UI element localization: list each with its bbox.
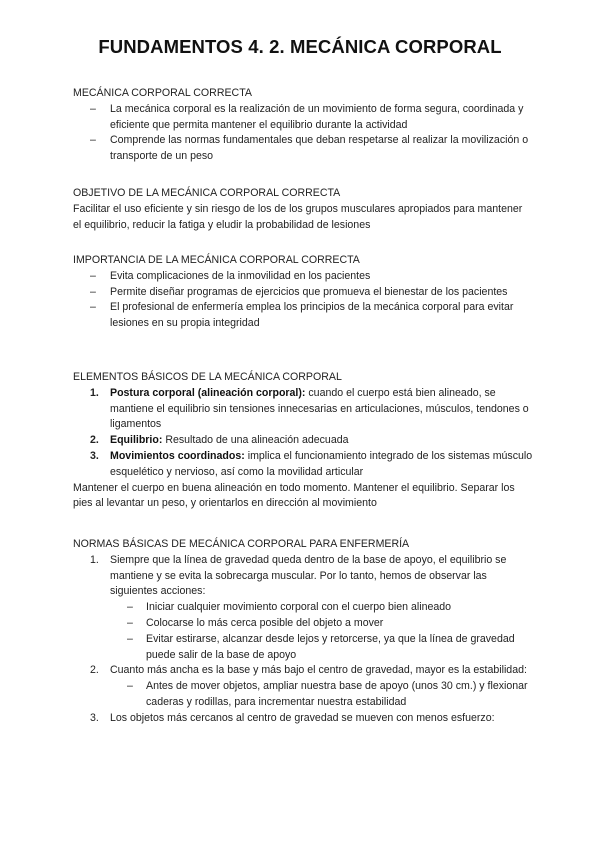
paragraph: Mantener el cuerpo en buena alineación en todo momento. Mantener el equilibrio. Separar los pies al levantar un peso, y orientarlos en dirección al movimiento — [73, 481, 515, 510]
list-item: 3. Movimientos coordinados: implica el funcionamiento integrado de los sistemas músculo esquelético y nervioso, así como la movilidad articular — [90, 449, 533, 478]
sub-list-item: – Antes de mover objetos, ampliar nuestra base de apoyo (unos 30 cm.) y flexionar caderas y rodillas, para incrementar nuestra estabilidad — [127, 680, 528, 708]
list-item: 3. Los objetos más cercanos al centro de gravedad se mueven con menos esfuerzo: — [90, 711, 495, 724]
list-item: 2. Cuanto más ancha es la base y más bajo el centro de gravedad, mayor es la estabilidad: – Antes de mover objetos, ampliar nuestra base de apoyo (unos 30 cm.) y flexionar caderas y rodillas, para incrementar nuestra estabilidad — [73, 663, 533, 710]
list-item: 1. Postura corporal (alineación corporal): cuando el cuerpo está bien alineado, se mantiene el equilibrio sin tensiones innecesarias en articulaciones, músculos, tendones o ligamentos — [90, 386, 529, 431]
bullet-list — [73, 269, 533, 332]
section-heading: OBJETIVO DE LA MECÁNICA CORPORAL CORRECTA — [73, 187, 341, 199]
sub-list — [110, 679, 533, 711]
section-objetivo — [73, 186, 533, 233]
page-title: FUNDAMENTOS 4. 2. MECÁNICA CORPORAL — [98, 36, 502, 57]
sub-list — [110, 600, 533, 663]
list-item: 2. Equilibrio: Resultado de una alineación adecuada — [90, 434, 349, 447]
list-item: – La mecánica corporal es la realización de un movimiento de forma segura, coordinada y eficiente que permita mantener el equilibrio durante la actividad — [90, 102, 524, 131]
section-normas-basicas — [73, 537, 533, 727]
section-importancia — [73, 253, 533, 332]
numbered-list — [73, 386, 533, 481]
section-heading: IMPORTANCIA DE LA MECÁNICA CORPORAL CORRECTA — [73, 254, 360, 266]
section-heading: NORMAS BÁSICAS DE MECÁNICA CORPORAL PARA ENFERMERÍA — [73, 538, 410, 550]
list-item: – Permite diseñar programas de ejercicios que promueva el bienestar de los pacientes — [90, 285, 508, 298]
numbered-list — [73, 553, 533, 727]
sub-list-item: – Evitar estirarse, alcanzar desde lejos y retorcerse, ya que la línea de gravedad puede salir de la base de apoyo — [127, 632, 515, 661]
section-elementos-basicos — [73, 370, 533, 512]
section-mecanica-correcta — [73, 86, 533, 165]
section-heading: MECÁNICA CORPORAL CORRECTA — [73, 87, 252, 99]
list-item: – Comprende las normas fundamentales que deban respetarse al realizar la movilización o transporte de un peso — [90, 134, 529, 163]
sub-list-item: – Colocarse lo más cerca posible del objeto a mover — [127, 616, 384, 629]
list-item: – El profesional de enfermería emplea los principios de la mecánica corporal para evitar lesiones en su propia integridad — [90, 301, 514, 330]
list-item: 1. Siempre que la línea de gravedad queda dentro de la base de apoyo, el equilibrio se mantiene y se evita la sobrecarga muscular. Por lo tanto, hemos de observar las siguientes acciones: – Iniciar cualquier movimiento corporal con el cuerpo bien alineado – Colocarse lo más cerca posible del objeto a mover – Evitar estirarse, alcanzar desde lejos y retorcerse, ya que la línea de gravedad puede salir de la base de apoyo — [73, 553, 533, 664]
paragraph: Facilitar el uso eficiente y sin riesgo de los de los grupos musculares apropiados para mantener el equilibrio, reducir la fatiga y eludir la probabilidad de lesiones — [73, 202, 523, 231]
section-heading: ELEMENTOS BÁSICOS DE LA MECÁNICA CORPORAL — [73, 371, 342, 383]
sub-list-item: – Iniciar cualquier movimiento corporal con el cuerpo bien alineado — [127, 601, 452, 614]
list-item: – Evita complicaciones de la inmovilidad en los pacientes — [90, 269, 371, 282]
bullet-list — [73, 102, 533, 165]
